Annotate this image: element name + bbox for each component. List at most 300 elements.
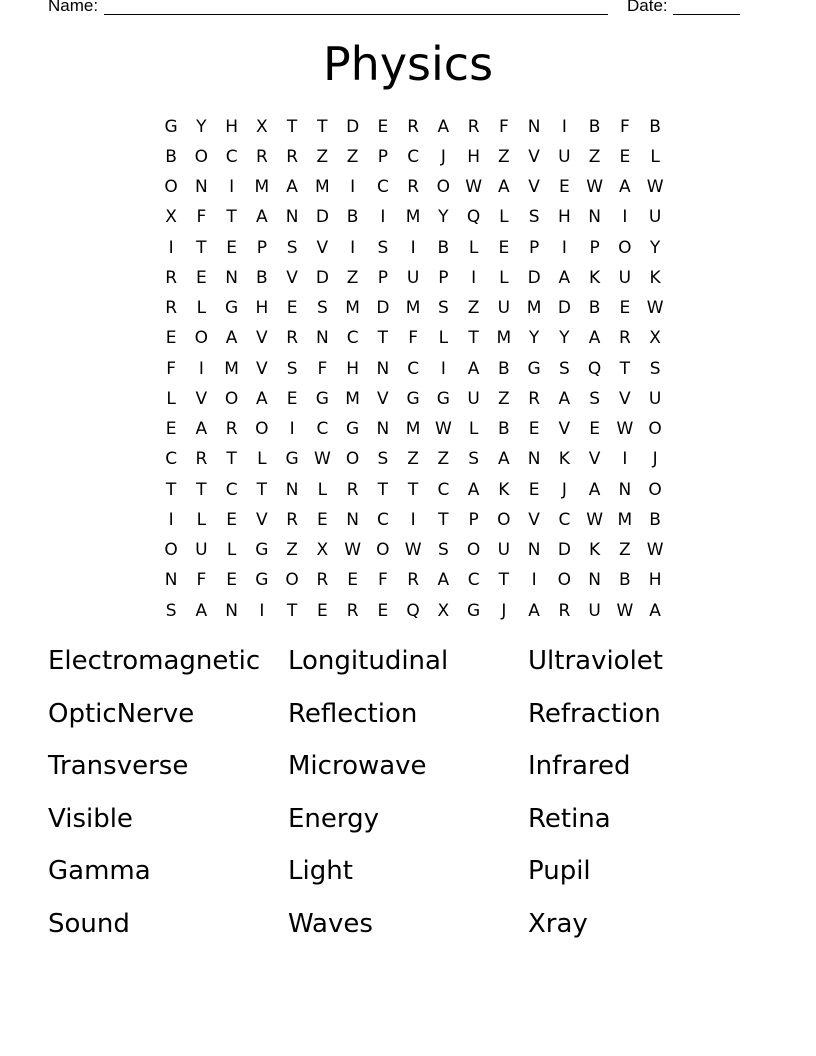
grid-letter: E: [286, 298, 298, 319]
grid-letter: T: [498, 570, 510, 591]
grid-letter: B: [649, 116, 661, 137]
grid-letter: A: [467, 358, 480, 379]
grid-letter: T: [438, 509, 449, 530]
grid-letter: E: [226, 570, 237, 591]
grid-letter: E: [528, 479, 540, 500]
grid-letter: I: [289, 419, 295, 440]
grid-letter: E: [317, 509, 328, 530]
grid-letter: Z: [286, 540, 298, 561]
grid-letter: O: [194, 146, 209, 167]
grid-letter: P: [438, 267, 449, 288]
grid-letter: R: [407, 116, 420, 137]
grid-letter: S: [589, 388, 601, 409]
grid-letter: B: [619, 570, 631, 591]
grid-letter: W: [344, 540, 362, 561]
grid-letter: N: [376, 358, 390, 379]
grid-letter: A: [286, 177, 298, 198]
grid-letter: L: [196, 298, 207, 319]
grid-letter: V: [528, 146, 540, 167]
grid-letter: E: [226, 509, 237, 530]
grid-letter: O: [194, 328, 209, 349]
grid-letter: Y: [528, 328, 540, 349]
grid-letter: E: [559, 177, 570, 198]
grid-letter: N: [285, 207, 299, 228]
grid-letter: U: [195, 540, 208, 561]
grid-letter: N: [527, 540, 541, 561]
grid-letter: R: [618, 328, 631, 349]
grid-letter: V: [256, 328, 268, 349]
grid-letter: Y: [649, 237, 661, 258]
grid-letter: I: [440, 358, 446, 379]
grid-letter: T: [468, 328, 479, 349]
grid-letter: I: [410, 509, 416, 530]
grid-letter: E: [165, 328, 177, 349]
grid-letter: S: [528, 207, 540, 228]
grid-letter: M: [405, 207, 421, 228]
grid-letter: W: [404, 540, 422, 561]
grid-letter: V: [528, 509, 540, 530]
grid-letter: S: [468, 449, 480, 470]
grid-letter: V: [195, 388, 208, 409]
word-list: [48, 642, 768, 957]
grid-letter: Q: [466, 207, 481, 228]
grid-letter: O: [436, 177, 451, 198]
grid-letter: O: [285, 570, 299, 591]
grid-letter: I: [622, 449, 628, 470]
grid-letter: X: [437, 600, 450, 621]
grid-letter: M: [345, 388, 360, 409]
grid-letter: F: [619, 116, 630, 137]
grid-letter: C: [467, 570, 480, 591]
grid-letter: S: [437, 298, 449, 319]
grid-letter: O: [164, 177, 178, 198]
grid-letter: L: [468, 419, 479, 440]
grid-letter: G: [527, 358, 541, 379]
grid-letter: E: [589, 419, 600, 440]
grid-letter: O: [164, 540, 178, 561]
grid-letter: M: [617, 509, 633, 530]
word-list-item: OpticNerve: [48, 698, 195, 729]
grid-letter: T: [377, 479, 389, 500]
grid-letter: V: [528, 177, 540, 198]
grid-letter: A: [467, 479, 480, 500]
grid-letter: R: [195, 449, 208, 470]
grid-letter: W: [646, 540, 664, 561]
grid-letter: L: [468, 237, 479, 258]
grid-letter: T: [286, 600, 298, 621]
grid-letter: G: [225, 298, 239, 319]
word-list-item: Infrared: [528, 751, 631, 781]
grid-letter: B: [649, 509, 661, 530]
grid-letter: E: [286, 388, 298, 409]
grid-letter: Z: [437, 449, 450, 470]
grid-letter: B: [588, 298, 601, 319]
grid-letter: C: [316, 419, 329, 440]
grid-letter: Y: [196, 116, 207, 137]
grid-letter: K: [498, 479, 510, 500]
grid-letter: K: [589, 267, 601, 288]
grid-letter: H: [648, 570, 662, 591]
grid-letter: A: [619, 177, 631, 198]
grid-letter: C: [407, 146, 420, 167]
grid-letter: M: [405, 298, 421, 319]
grid-letter: L: [166, 388, 176, 409]
worksheet-header: [0, 0, 816, 20]
grid-letter: O: [376, 540, 390, 561]
grid-letter: E: [317, 600, 328, 621]
grid-letter: W: [586, 177, 604, 198]
grid-letter: B: [588, 116, 601, 137]
grid-letter: M: [315, 177, 330, 198]
grid-letter: G: [255, 570, 269, 591]
grid-letter: R: [467, 116, 480, 137]
name-blank-line: [104, 14, 608, 15]
grid-letter: M: [254, 177, 270, 198]
grid-letter: I: [410, 237, 416, 258]
grid-letter: M: [405, 419, 421, 440]
grid-letter: C: [225, 479, 238, 500]
grid-letter: L: [196, 509, 207, 530]
grid-letter: C: [346, 328, 359, 349]
grid-letter: A: [225, 328, 238, 349]
grid-letter: F: [498, 116, 509, 137]
grid-letter: A: [498, 449, 510, 470]
grid-letter: V: [619, 388, 631, 409]
grid-letter: C: [558, 509, 571, 530]
grid-letter: K: [649, 267, 661, 288]
grid-letter: R: [407, 177, 420, 198]
word-list-item: Xray: [528, 908, 588, 939]
grid-letter: R: [346, 479, 359, 500]
grid-letter: O: [466, 540, 481, 561]
grid-letter: B: [346, 207, 359, 228]
grid-letter: X: [316, 540, 329, 561]
grid-letter: V: [588, 449, 601, 470]
grid-letter: K: [558, 449, 570, 470]
grid-letter: A: [256, 207, 268, 228]
grid-letter: A: [437, 570, 450, 591]
grid-letter: Z: [407, 449, 419, 470]
date-label: Date:: [627, 0, 668, 15]
grid-letter: J: [501, 600, 507, 621]
grid-letter: H: [467, 146, 481, 167]
grid-letter: S: [649, 358, 661, 379]
grid-letter: Z: [498, 388, 510, 409]
grid-letter: D: [346, 116, 360, 137]
grid-letter: X: [649, 328, 661, 349]
grid-letter: V: [377, 388, 389, 409]
grid-letter: G: [467, 600, 481, 621]
word-search-grid: [156, 112, 670, 626]
grid-letter: T: [196, 479, 207, 500]
grid-letter: P: [468, 509, 479, 530]
grid-letter: Z: [346, 267, 359, 288]
grid-letter: P: [377, 267, 388, 288]
grid-letter: H: [255, 298, 269, 319]
grid-letter: T: [226, 207, 237, 228]
grid-letter: W: [646, 177, 664, 198]
grid-letter: L: [257, 449, 267, 470]
grid-letter: N: [225, 600, 238, 621]
grid-letter: N: [527, 116, 541, 137]
word-list-item: Reflection: [288, 698, 418, 729]
grid-letter: T: [256, 479, 268, 500]
word-list-item: Longitudinal: [288, 646, 449, 676]
grid-letter: N: [376, 419, 390, 440]
grid-letter: P: [377, 146, 388, 167]
word-list-item: Pupil: [528, 856, 591, 886]
grid-letter: D: [376, 298, 390, 319]
grid-letter: A: [195, 600, 208, 621]
grid-letter: B: [256, 267, 268, 288]
grid-letter: A: [195, 419, 208, 440]
grid-letter: L: [499, 267, 509, 288]
grid-letter: U: [618, 267, 632, 288]
grid-letter: Z: [467, 298, 480, 319]
grid-letter: N: [225, 267, 238, 288]
grid-letter: S: [377, 237, 389, 258]
date-blank-line: [673, 14, 740, 15]
grid-letter: M: [224, 358, 239, 379]
grid-letter: F: [317, 358, 328, 379]
grid-letter: S: [286, 358, 298, 379]
grid-letter: I: [168, 509, 174, 530]
grid-letter: B: [498, 419, 510, 440]
word-list-item: Waves: [288, 908, 373, 939]
grid-letter: D: [315, 267, 329, 288]
grid-letter: W: [616, 600, 634, 621]
grid-letter: H: [225, 116, 239, 137]
grid-letter: I: [198, 358, 204, 379]
grid-letter: E: [498, 237, 510, 258]
grid-letter: A: [558, 388, 571, 409]
grid-letter: G: [406, 388, 420, 409]
grid-letter: D: [557, 540, 571, 561]
grid-letter: U: [497, 540, 511, 561]
grid-letter: H: [346, 358, 360, 379]
grid-letter: R: [528, 388, 541, 409]
grid-letter: E: [377, 116, 389, 137]
grid-letter: D: [527, 267, 541, 288]
grid-letter: B: [437, 237, 450, 258]
grid-letter: O: [648, 479, 662, 500]
grid-letter: G: [255, 540, 269, 561]
grid-letter: V: [286, 267, 298, 288]
grid-letter: R: [558, 600, 571, 621]
grid-letter: B: [498, 358, 510, 379]
grid-letter: R: [225, 419, 238, 440]
grid-letter: G: [164, 116, 178, 137]
grid-letter: N: [588, 207, 601, 228]
grid-letter: G: [285, 449, 299, 470]
grid-letter: C: [437, 479, 450, 500]
grid-letter: E: [619, 146, 631, 167]
grid-letter: S: [558, 358, 570, 379]
grid-letter: C: [376, 177, 389, 198]
grid-letter: K: [589, 540, 601, 561]
grid-letter: M: [345, 298, 360, 319]
grid-letter: A: [558, 267, 571, 288]
grid-letter: E: [196, 267, 207, 288]
grid-letter: L: [317, 479, 328, 500]
grid-letter: R: [407, 570, 420, 591]
grid-letter: V: [316, 237, 329, 258]
grid-letter: S: [437, 540, 449, 561]
word-list-item: Electromagnetic: [48, 646, 261, 676]
grid-letter: M: [526, 298, 542, 319]
grid-letter: Q: [587, 358, 602, 379]
grid-letter: R: [346, 600, 359, 621]
grid-letter: I: [350, 237, 356, 258]
grid-letter: A: [256, 388, 268, 409]
grid-letter: G: [315, 388, 329, 409]
grid-letter: D: [315, 207, 329, 228]
grid-letter: Z: [346, 146, 359, 167]
grid-letter: T: [377, 328, 389, 349]
grid-letter: U: [558, 146, 571, 167]
grid-letter: W: [646, 298, 664, 319]
grid-letter: M: [496, 328, 512, 349]
grid-letter: P: [528, 237, 540, 258]
grid-letter: I: [168, 237, 174, 258]
grid-letter: C: [165, 449, 178, 470]
grid-letter: W: [313, 449, 331, 470]
grid-letter: J: [440, 146, 446, 167]
page-title: Physics: [322, 37, 494, 91]
grid-letter: U: [648, 388, 662, 409]
grid-letter: L: [226, 540, 237, 561]
grid-letter: J: [652, 449, 658, 470]
grid-letter: R: [286, 509, 299, 530]
grid-letter: N: [588, 570, 601, 591]
grid-letter: I: [380, 207, 386, 228]
name-label: Name:: [48, 0, 99, 15]
grid-letter: O: [224, 388, 239, 409]
grid-letter: T: [619, 358, 631, 379]
grid-letter: W: [434, 419, 452, 440]
grid-letter: N: [618, 479, 632, 500]
grid-letter: W: [465, 177, 483, 198]
grid-letter: R: [286, 328, 299, 349]
grid-letter: L: [499, 207, 509, 228]
grid-letter: I: [531, 570, 537, 591]
word-list-item: Transverse: [48, 751, 189, 781]
grid-letter: D: [557, 298, 571, 319]
grid-letter: E: [619, 298, 631, 319]
grid-letter: A: [498, 177, 510, 198]
grid-letter: G: [346, 419, 360, 440]
grid-letter: T: [286, 116, 298, 137]
grid-letter: S: [165, 600, 177, 621]
grid-letter: L: [438, 328, 449, 349]
grid-letter: U: [497, 298, 511, 319]
word-list-item: Ultraviolet: [528, 646, 664, 676]
grid-letter: I: [561, 237, 567, 258]
grid-letter: N: [527, 449, 541, 470]
grid-letter: Z: [316, 146, 329, 167]
grid-letter: O: [618, 237, 632, 258]
word-list-item: Retina: [528, 803, 611, 834]
grid-letter: V: [256, 509, 268, 530]
grid-letter: G: [436, 388, 450, 409]
grid-letter: A: [588, 479, 601, 500]
grid-letter: Q: [406, 600, 420, 621]
grid-letter: Y: [559, 328, 570, 349]
grid-letter: I: [229, 177, 235, 198]
grid-letter: E: [226, 237, 237, 258]
grid-letter: I: [561, 116, 567, 137]
grid-letter: F: [408, 328, 419, 349]
grid-letter: U: [406, 267, 420, 288]
grid-letter: S: [286, 237, 298, 258]
grid-letter: O: [648, 419, 662, 440]
grid-letter: E: [165, 419, 177, 440]
grid-letter: I: [259, 600, 265, 621]
grid-letter: A: [588, 328, 601, 349]
grid-letter: N: [316, 328, 329, 349]
grid-letter: H: [557, 207, 571, 228]
grid-letter: S: [316, 298, 328, 319]
word-list-item: Refraction: [528, 698, 661, 729]
grid-letter: N: [346, 509, 359, 530]
grid-letter: N: [164, 570, 178, 591]
grid-letter: N: [285, 479, 299, 500]
word-list-item: Light: [288, 856, 353, 886]
grid-letter: F: [196, 207, 207, 228]
grid-letter: E: [377, 600, 389, 621]
grid-letter: F: [166, 358, 177, 379]
grid-letter: R: [165, 267, 178, 288]
grid-letter: N: [195, 177, 208, 198]
grid-letter: O: [557, 570, 572, 591]
grid-letter: C: [225, 146, 238, 167]
grid-letter: T: [196, 237, 207, 258]
grid-letter: U: [467, 388, 480, 409]
grid-letter: R: [286, 146, 299, 167]
grid-letter: C: [407, 358, 420, 379]
word-list-item: Energy: [288, 803, 380, 834]
grid-letter: A: [649, 600, 661, 621]
word-list-item: Gamma: [48, 856, 151, 886]
grid-letter: I: [622, 207, 628, 228]
grid-letter: S: [377, 449, 389, 470]
grid-letter: A: [528, 600, 540, 621]
grid-letter: F: [377, 570, 388, 591]
grid-letter: I: [471, 267, 477, 288]
grid-letter: E: [528, 419, 540, 440]
grid-letter: U: [588, 600, 601, 621]
grid-letter: Y: [438, 207, 449, 228]
grid-letter: T: [317, 116, 328, 137]
grid-letter: T: [226, 449, 237, 470]
grid-letter: T: [407, 479, 419, 500]
grid-letter: T: [165, 479, 177, 500]
grid-letter: P: [589, 237, 600, 258]
grid-letter: V: [256, 358, 268, 379]
grid-letter: U: [648, 207, 662, 228]
grid-letter: F: [196, 570, 207, 591]
word-list-item: Sound: [48, 908, 130, 939]
grid-letter: X: [165, 207, 177, 228]
word-list-item: Visible: [48, 803, 133, 834]
grid-letter: J: [561, 479, 567, 500]
grid-letter: Z: [588, 146, 601, 167]
grid-letter: W: [616, 419, 634, 440]
grid-letter: R: [255, 146, 268, 167]
grid-letter: Z: [498, 146, 510, 167]
word-list-item: Microwave: [288, 751, 427, 781]
grid-letter: R: [316, 570, 329, 591]
